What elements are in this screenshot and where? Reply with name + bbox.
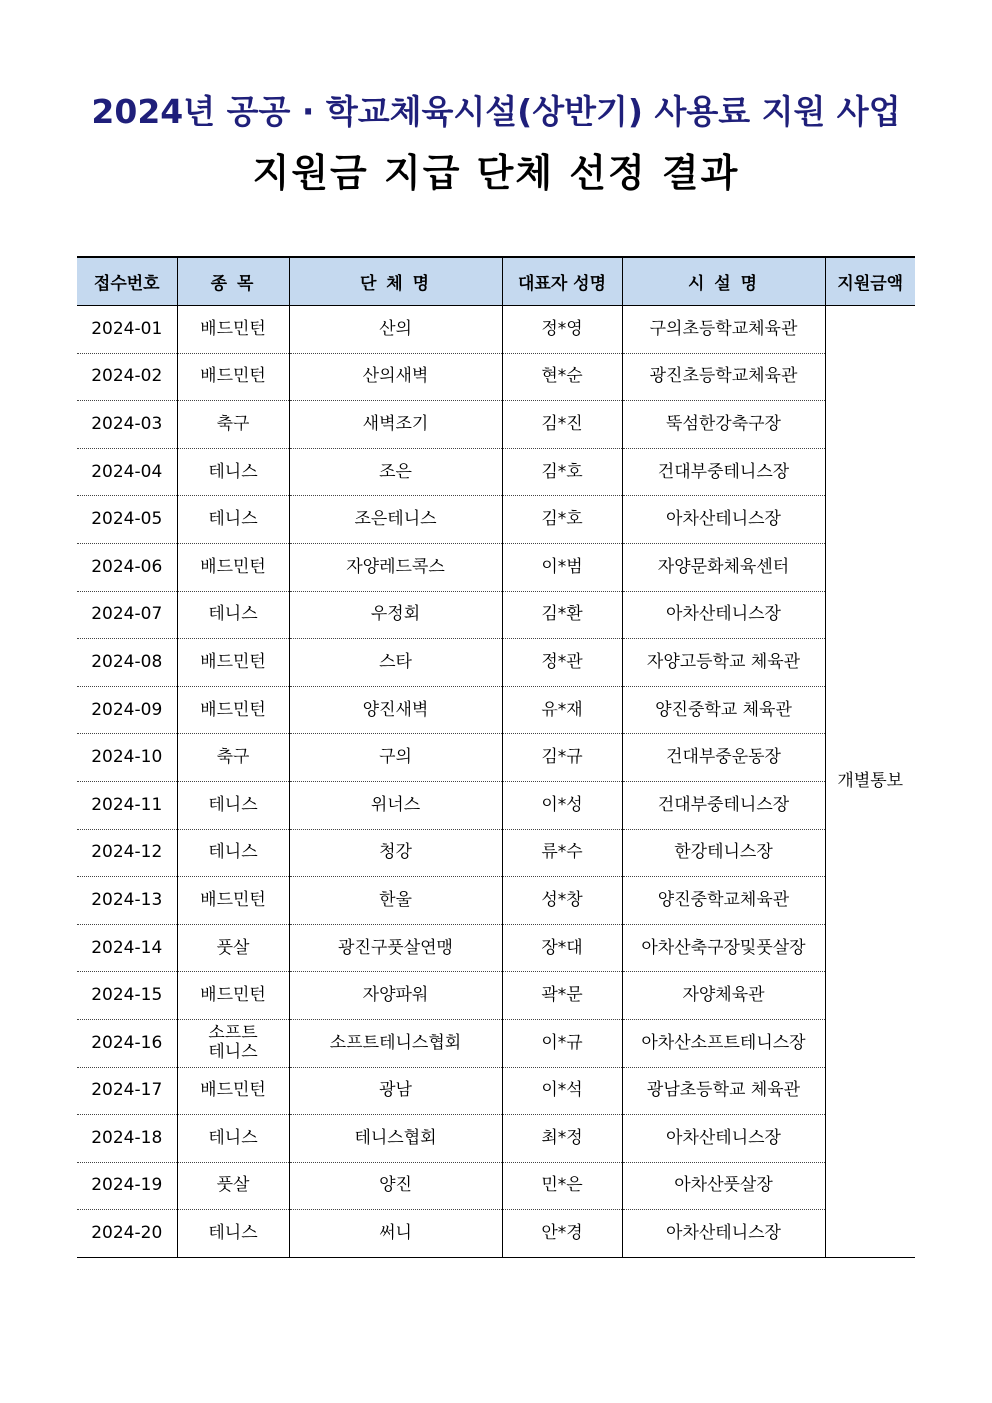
cell-receipt-no: 2024-17 — [77, 1067, 177, 1115]
cell-category: 배드민턴 — [177, 1067, 289, 1115]
header-representative: 대표자 성명 — [502, 257, 622, 306]
cell-group-name: 양진새벽 — [289, 686, 502, 734]
cell-representative: 유*재 — [502, 686, 622, 734]
cell-category: 배드민턴 — [177, 639, 289, 687]
cell-group-name: 조은 — [289, 448, 502, 496]
cell-group-name: 청강 — [289, 829, 502, 877]
cell-receipt-no: 2024-15 — [77, 972, 177, 1020]
cell-facility: 아차산풋살장 — [622, 1162, 825, 1210]
cell-category: 축구 — [177, 734, 289, 782]
cell-facility: 건대부중테니스장 — [622, 781, 825, 829]
cell-representative: 안*경 — [502, 1210, 622, 1258]
header-group-name: 단 체 명 — [289, 257, 502, 306]
table-row — [77, 543, 915, 591]
cell-receipt-no: 2024-08 — [77, 639, 177, 687]
cell-representative: 성*창 — [502, 877, 622, 925]
header-category: 종 목 — [177, 257, 289, 306]
cell-facility: 아차산축구장및풋살장 — [622, 924, 825, 972]
cell-representative: 이*범 — [502, 543, 622, 591]
table-row — [77, 639, 915, 687]
cell-representative: 이*성 — [502, 781, 622, 829]
cell-group-name: 양진 — [289, 1162, 502, 1210]
cell-receipt-no: 2024-05 — [77, 496, 177, 544]
table-body — [77, 306, 915, 1258]
cell-group-name: 한울 — [289, 877, 502, 925]
cell-category: 배드민턴 — [177, 353, 289, 401]
cell-receipt-no: 2024-04 — [77, 448, 177, 496]
table-row — [77, 1115, 915, 1163]
cell-group-name: 산의새벽 — [289, 353, 502, 401]
cell-receipt-no: 2024-02 — [77, 353, 177, 401]
cell-category: 배드민턴 — [177, 877, 289, 925]
cell-facility: 아차산테니스장 — [622, 496, 825, 544]
table-row — [77, 591, 915, 639]
cell-receipt-no: 2024-13 — [77, 877, 177, 925]
cell-category: 테니스 — [177, 829, 289, 877]
table-row — [77, 686, 915, 734]
cell-facility: 양진중학교 체육관 — [622, 686, 825, 734]
cell-group-name: 새벽조기 — [289, 401, 502, 449]
cell-facility: 아차산테니스장 — [622, 1210, 825, 1258]
cell-representative: 이*규 — [502, 1019, 622, 1067]
cell-group-name: 광진구풋살연맹 — [289, 924, 502, 972]
cell-category: 테니스 — [177, 591, 289, 639]
cell-receipt-no: 2024-20 — [77, 1210, 177, 1258]
table-row — [77, 306, 915, 354]
cell-receipt-no: 2024-18 — [77, 1115, 177, 1163]
cell-category: 풋살 — [177, 924, 289, 972]
table-row — [77, 972, 915, 1020]
cell-category: 배드민턴 — [177, 972, 289, 1020]
cell-facility: 자양고등학교 체육관 — [622, 639, 825, 687]
category-label: 소프트 테니스 — [208, 1023, 258, 1063]
cell-category: 풋살 — [177, 1162, 289, 1210]
cell-representative: 정*영 — [502, 306, 622, 354]
cell-representative: 김*호 — [502, 448, 622, 496]
cell-category — [177, 1019, 289, 1067]
table-row — [77, 496, 915, 544]
cell-facility: 광남초등학교 체육관 — [622, 1067, 825, 1115]
cell-category: 테니스 — [177, 1210, 289, 1258]
cell-group-name: 우정회 — [289, 591, 502, 639]
header-receipt-no: 접수번호 — [77, 257, 177, 306]
cell-representative: 민*은 — [502, 1162, 622, 1210]
cell-category: 축구 — [177, 401, 289, 449]
cell-representative: 김*규 — [502, 734, 622, 782]
cell-representative: 류*수 — [502, 829, 622, 877]
cell-representative: 현*순 — [502, 353, 622, 401]
header-facility: 시 설 명 — [622, 257, 825, 306]
cell-receipt-no: 2024-06 — [77, 543, 177, 591]
cell-group-name: 위너스 — [289, 781, 502, 829]
table-row — [77, 1067, 915, 1115]
cell-category: 테니스 — [177, 781, 289, 829]
cell-receipt-no: 2024-07 — [77, 591, 177, 639]
cell-group-name: 써니 — [289, 1210, 502, 1258]
cell-group-name: 산의 — [289, 306, 502, 354]
table-row — [77, 877, 915, 925]
cell-facility: 건대부중테니스장 — [622, 448, 825, 496]
table-row — [77, 829, 915, 877]
cell-receipt-no: 2024-12 — [77, 829, 177, 877]
cell-receipt-no: 2024-19 — [77, 1162, 177, 1210]
cell-facility: 자양문화체육센터 — [622, 543, 825, 591]
cell-representative: 김*호 — [502, 496, 622, 544]
table-row — [77, 734, 915, 782]
cell-category: 배드민턴 — [177, 543, 289, 591]
cell-facility: 구의초등학교체육관 — [622, 306, 825, 354]
cell-representative: 곽*문 — [502, 972, 622, 1020]
cell-category: 배드민턴 — [177, 306, 289, 354]
cell-receipt-no: 2024-11 — [77, 781, 177, 829]
table-row — [77, 1019, 915, 1067]
cell-receipt-no: 2024-16 — [77, 1019, 177, 1067]
selection-result-table — [77, 256, 915, 1258]
table-row — [77, 448, 915, 496]
table-row — [77, 781, 915, 829]
cell-representative: 김*진 — [502, 401, 622, 449]
cell-receipt-no: 2024-09 — [77, 686, 177, 734]
table-row — [77, 1162, 915, 1210]
cell-representative: 최*정 — [502, 1115, 622, 1163]
cell-category: 배드민턴 — [177, 686, 289, 734]
cell-category: 테니스 — [177, 448, 289, 496]
table-row — [77, 401, 915, 449]
cell-representative: 장*대 — [502, 924, 622, 972]
cell-group-name: 구의 — [289, 734, 502, 782]
header-amount: 지원금액 — [825, 257, 915, 306]
page-title: 2024년 공공 · 학교체육시설(상반기) 사용료 지원 사업 — [91, 92, 901, 131]
table-row — [77, 924, 915, 972]
cell-receipt-no: 2024-01 — [77, 306, 177, 354]
cell-facility: 광진초등학교체육관 — [622, 353, 825, 401]
cell-representative: 김*환 — [502, 591, 622, 639]
cell-category: 테니스 — [177, 496, 289, 544]
table-row — [77, 1210, 915, 1258]
cell-receipt-no: 2024-14 — [77, 924, 177, 972]
cell-facility: 양진중학교체육관 — [622, 877, 825, 925]
cell-category: 테니스 — [177, 1115, 289, 1163]
cell-group-name: 광남 — [289, 1067, 502, 1115]
cell-group-name: 조은테니스 — [289, 496, 502, 544]
cell-facility: 아차산소프트테니스장 — [622, 1019, 825, 1067]
cell-facility: 건대부중운동장 — [622, 734, 825, 782]
page-subtitle: 지원금 지급 단체 선정 결과 — [252, 151, 740, 195]
cell-group-name: 스타 — [289, 639, 502, 687]
table-row — [77, 353, 915, 401]
cell-receipt-no: 2024-10 — [77, 734, 177, 782]
cell-amount-note: 개별통보 — [825, 306, 915, 1258]
cell-receipt-no: 2024-03 — [77, 401, 177, 449]
cell-facility: 한강테니스장 — [622, 829, 825, 877]
cell-facility: 아차산테니스장 — [622, 591, 825, 639]
table-header-row — [77, 257, 915, 306]
cell-representative: 정*관 — [502, 639, 622, 687]
cell-facility: 아차산테니스장 — [622, 1115, 825, 1163]
cell-representative: 이*석 — [502, 1067, 622, 1115]
cell-group-name: 자양파워 — [289, 972, 502, 1020]
cell-facility: 자양체육관 — [622, 972, 825, 1020]
cell-group-name: 소프트테니스협회 — [289, 1019, 502, 1067]
cell-group-name: 자양레드콕스 — [289, 543, 502, 591]
cell-group-name: 테니스협회 — [289, 1115, 502, 1163]
cell-facility: 뚝섬한강축구장 — [622, 401, 825, 449]
